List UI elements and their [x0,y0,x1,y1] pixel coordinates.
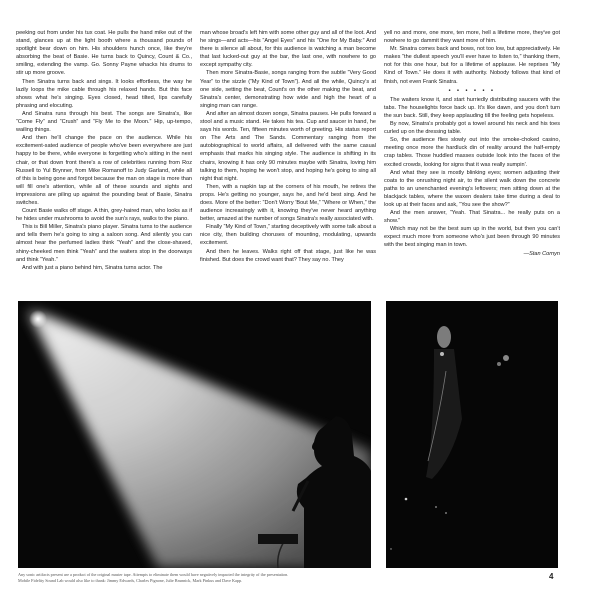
stage-photo [386,301,558,568]
paragraph: yell no and more, one more, ten more, hell a lifetime more, they've got nowhere to go dammit they want more of him. [384,30,560,45]
section-separator: • • • • • • [448,87,496,94]
footer-disclaimer: Any sonic artifacts present are a product of the original master tape. Attempts to eliminate them would have negatively impacted the integrity of the presentation. [18,572,289,577]
footer-credits [18,572,518,583]
page-number: 4 [549,572,554,581]
paragraph: Then more Sinatra-Basie, songs ranging from the subtle “Very Good Year” to the sizzle (“My Kind of Town”). And all the while, Quincy's at one side, setting the beat, Count's on the other making the beat, and Sinatra's center, demonstrating how wide and high the heart of a singing man can range. [200,70,376,109]
paragraph: Finally “My Kind of Town,” starting deceptively with some talk about a nice city, then building choruses of mounting, modulating, upwards excitement. [200,224,376,247]
paragraph: So, the audience flies slowly out into the smoke-choked casino, meeting once more the hardluck din of reality around the half-empty crap tables. Those huddled masses outside look into the faces of the excited crowds, looking for signs that it was really sumpin'. [384,137,560,168]
author-signature: —Stan Cornyn [523,250,560,257]
paragraph: Which may not be the best sum up in the world, but then you can't expect much more from someone who's just been through 90 minutes with the best singing man in town. [384,226,560,249]
paragraph: peeking out from under his tux coat. He pulls the hand mike out of the stand, glances up at the light booth where a thousand pounds of spotlight bear down on him. His shoulders hunch once, like they're absorbing the beat of Basie. He turns back to Quincy, Count & Co., smiling, extending the vamp. Go. Sonny Payne whacks his drums to stir up more groove. [16,30,192,77]
column-1 [16,29,192,297]
paragraph: And then he'll change the pace on the audience. While his excitement-sated audience of people who've been everywhere are just happy to be there, while everyone is forgetting who's sitting in the next chair, or that down front there's a row of celebrities running from Roz Russell to Yul Brynner, from Mike Romanoff to Judy Garland, while all of this is being gone and forgot because the man on stage is more than will fill one's attention, while all of these sounds and sights and impressions are piling up against the pounding beat of Basie, Sinatra switches. [16,135,192,206]
paragraph: And after an almost dozen songs, Sinatra pauses. He pulls forward a stool and a music stand. He takes his tea. Cup and saucer in hand, he says his words. Ten, fifteen minutes worth of greeting. His status report on The Arts and The Sands. Commentary ranging from the autobiographical to world affairs, all delivered with the same casual emphasis that marks his singing style. The audience is shifting in its chairs, knowing it has only 90 minutes maybe with Sinatra, loving him talking to them, hoping he won't stop, and hoping he's going to sing all night that night. [200,110,376,182]
column-3 [384,29,560,297]
article-body [16,29,560,297]
spotlight-photo [18,301,371,568]
column-2 [200,29,376,297]
spotlight-singer-image [18,301,371,568]
paragraph: This is Bill Miller, Sinatra's piano player. Sinatra turns to the audience and tells them he's going to sing a saloon song. And silently you can almost hear the perfumed ladies think “Yeah” and the close-shaved, shiny-cheeked men think “Yeah” and the waiters stop in the doorways and think “Yeah.” [16,224,192,263]
paragraph: And Sinatra runs through his best. The songs are Sinatra's, like “Come Fly” and “Crush” and “Fly Me to the Moon.” Hip, up-tempo, wailing things. [16,110,192,134]
paragraph: And what they see is mostly blinking eyes; women adjusting their coats to the onrushing night air, to the silent walk down the concrete paths to an unenchanted evening's leftovers; men sitting down at the blackjack tables, where the waxen dealers take time during a deal to look up at their faces and ask, “You see the show?” [384,169,560,208]
singer-on-dark-stage-image [386,301,558,568]
paragraph: And the men answer, “Yeah. That Sinatra... he really puts on a show.” [384,210,560,225]
paragraph: Then, with a napkin tap at the corners of his mouth, he retires the props. He's getting no younger, says he, and he'd best sing. And he does. More of the better: “Don't Worry 'Bout Me,” “Where or When,” the audience increasingly with it, knowing they've never heard anything better, amazed at the number of songs Sinatra's really associated with. [200,183,376,223]
paragraph: Then Sinatra turns back and sings. It looks effortless, the way he lazily loops the mike cable through his relaxed hands. But this face shows what he's singing. Eyes closed, head tilted, lips carefully phrasing and elocuting. [16,78,192,109]
paragraph: Mr. Sinatra comes back and bows, not too low, but appreciatively. He makes “the dullest speech you'll ever have to listen to,” thanking them, not for this one hour, but for a lifetime of applause. He reprises “My Kind of Town.” He does it with authority. Nobody follows that kind of finish, not even Frank Sinatra. [384,46,560,85]
paragraph: The waiters know it, and start hurriedly distributing saucers with the tabs. The houselights force back up. It's like dawn, and you don't turn the sun back. Still, they keep applauding till the feeling gets hopeless. [384,96,560,119]
paragraph: And then he leaves. Walks right off that stage, just like he was finished. But does the crowd want that? They say no. They [200,248,376,263]
paragraph: Count Basie walks off stage. A thin, grey-haired man, who looks as if he hides under mushrooms to avoid the sun's rays, walks to the piano. [16,208,192,223]
footer-thanks: Mobile Fidelity Sound Lab would also like to thank: Jimmy Edwards, Charles Pignone, Julie Brunnick, Mark Pinkus and Dave Kapp. [18,577,243,583]
paragraph: And with just a piano behind him, Sinatra turns actor. The [22,264,163,271]
paragraph: By now, Sinatra's probably got a towel around his neck and his toes curled up on the dressing table. [384,121,560,136]
paragraph: man whose broad's left him with some other guy and all of the loot. And he sings—and acts—his “Angel Eyes” and his “One for My Baby.” And there is silence all about, for this audience is watching a man become that last lucked-out guy at the bar, the last one, with nowhere to go except sympathy city. [200,30,376,69]
